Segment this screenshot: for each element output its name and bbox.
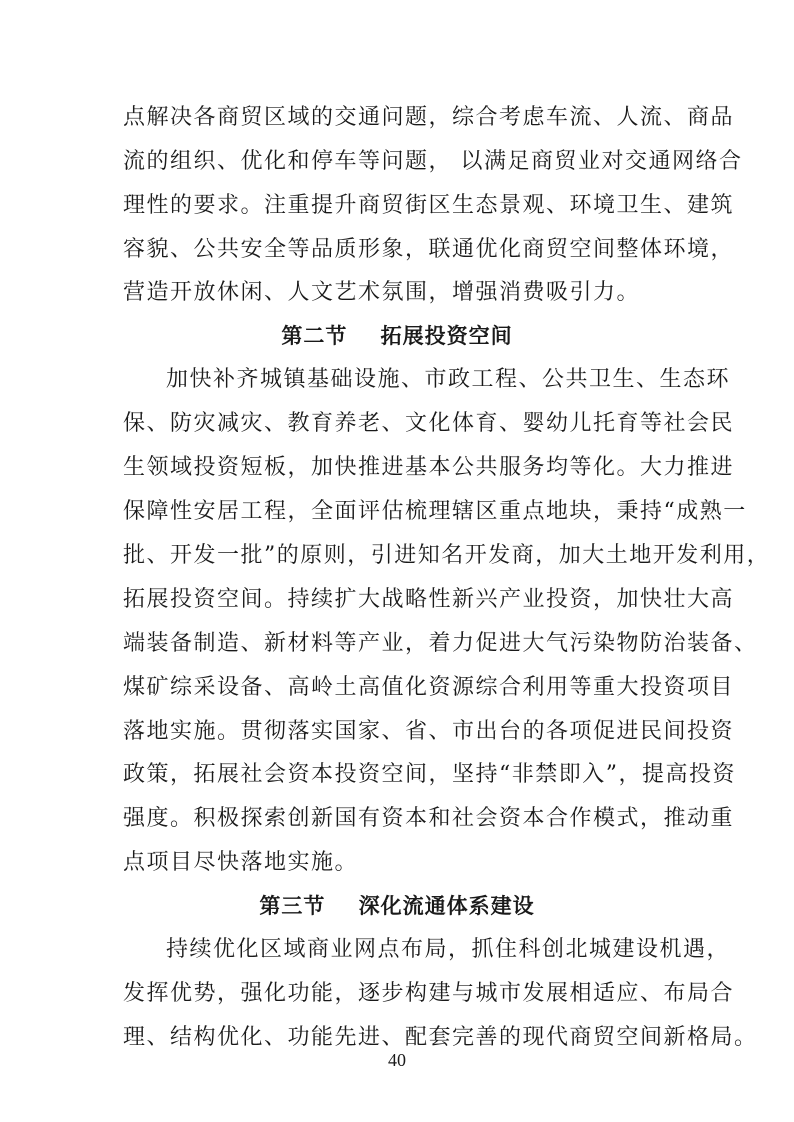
paragraph-line: 生领域投资短板，加快推进基本公共服务均等化。大力推进 <box>123 455 735 480</box>
paragraph-line: 拓展投资空间。持续扩大战略性新兴产业投资，加快壮大高 <box>123 587 735 612</box>
paragraph-line: 落地实施。贯彻落实国家、省、市出台的各项促进民间投资 <box>123 719 735 744</box>
paragraph-line: 保障性安居工程，全面评估梳理辖区重点地块，秉持“成熟一 <box>123 499 747 524</box>
paragraph-line: 理性的要求。注重提升商贸街区生态景观、环境卫生、建筑 <box>123 193 735 218</box>
section-heading-3: 第三节 深化流通体系建设 <box>259 894 535 918</box>
paragraph-line: 加快补齐城镇基础设施、市政工程、公共卫生、生态环 <box>166 367 731 392</box>
paragraph-line: 流的组织、优化和停车等问题， 以满足商贸业对交通网络合 <box>123 149 743 174</box>
paragraph-line: 理、结构优化、功能先进、配套完善的现代商贸空间新格局。 <box>123 1025 758 1050</box>
page-number: 40 <box>388 1050 406 1070</box>
paragraph-line: 持续优化区域商业网点布局，抓住科创北城建设机遇， <box>166 937 731 962</box>
section-heading-2: 第二节 拓展投资空间 <box>281 324 513 348</box>
paragraph-line: 政策，拓展社会资本投资空间，坚持“非禁即入”，提高投资 <box>123 762 736 787</box>
paragraph-line: 保、防灾减灾、教育养老、文化体育、婴幼儿托育等社会民 <box>123 411 735 436</box>
paragraph-line: 发挥优势，强化功能，逐步构建与城市发展相适应、布局合 <box>123 981 735 1006</box>
paragraph-line: 端装备制造、新材料等产业，着力促进大气污染物防治装备、 <box>123 631 758 656</box>
paragraph-line: 点解决各商贸区域的交通问题，综合考虑车流、人流、商品 <box>123 105 735 130</box>
paragraph-line: 点项目尽快落地实施。 <box>123 850 359 875</box>
paragraph-line: 批、开发一批”的原则，引进知名开发商，加大土地开发利用， <box>123 543 771 568</box>
paragraph-line: 营造开放休闲、人文艺术氛围，增强消费吸引力。 <box>123 280 641 305</box>
paragraph-line: 强度。积极探索创新国有资本和社会资本合作模式，推动重 <box>123 806 735 831</box>
paragraph-line: 煤矿综采设备、高岭土高值化资源综合利用等重大投资项目 <box>123 675 735 700</box>
paragraph-line: 容貌、公共安全等品质形象，联通优化商贸空间整体环境， <box>123 237 735 262</box>
